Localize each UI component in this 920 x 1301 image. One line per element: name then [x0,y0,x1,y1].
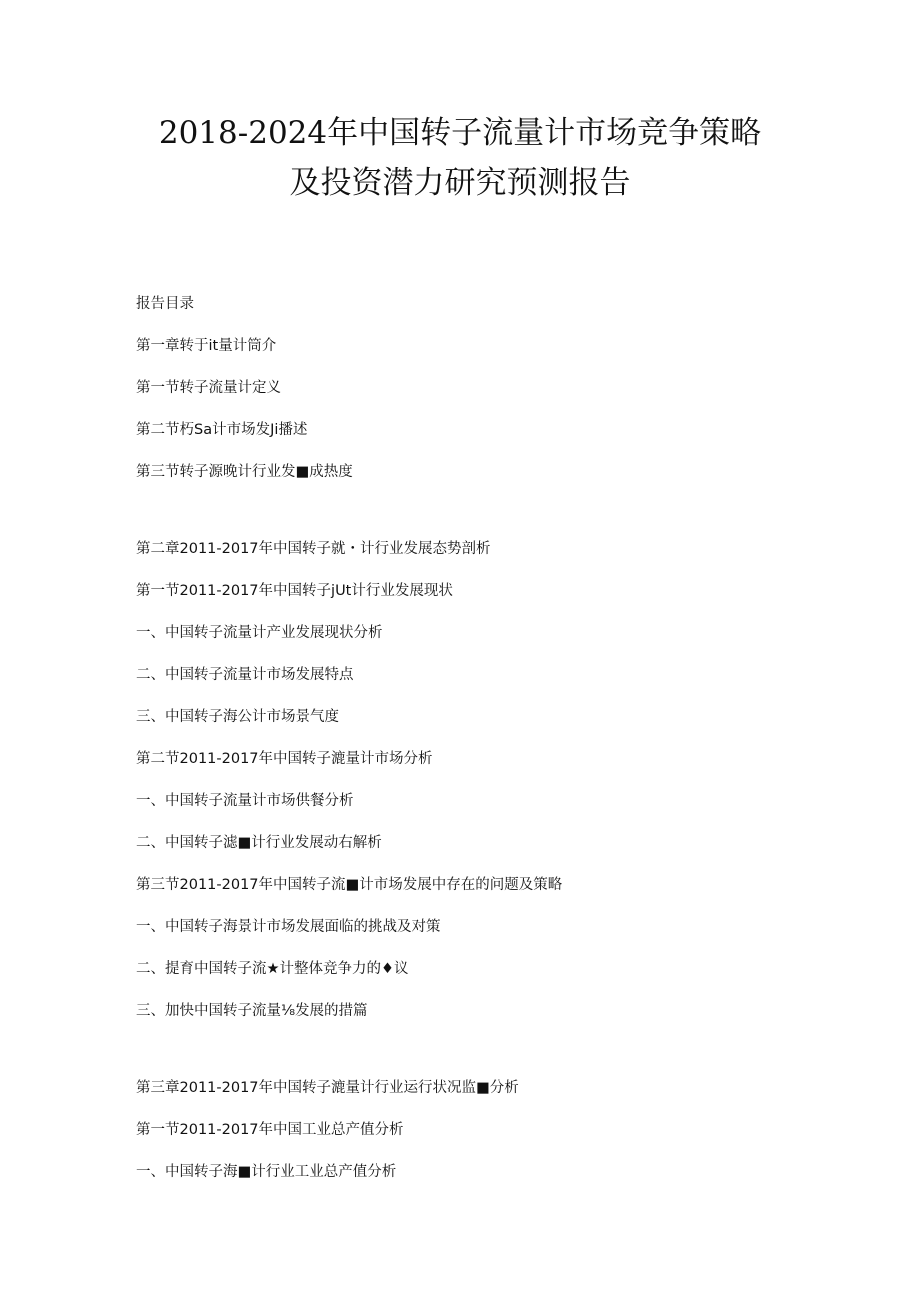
toc-section: 第一节转子流量计定义 [136,380,281,396]
toc-subsection: 一、中国转子流量计市场供餐分析 [136,793,354,809]
toc-subsection: 三、中国转子海公计市场景气度 [136,709,339,725]
toc-section: 第三节转子源晚计行业发■成热度 [136,464,353,480]
toc-section: 第一节2011-2017年中国转子jUt计行业发展现状 [136,583,453,599]
toc-chapter-2: 第二章2011-2017年中国转子就・计行业发展态势剖析 [136,541,491,557]
toc-subsection: 一、中国转子海■计行业工业总产值分析 [136,1164,397,1180]
toc-subsection: 一、中国转子流量计产业发展现状分析 [136,625,383,641]
toc-subsection: 三、加快中国转子流量⅛发展的措篇 [136,1003,368,1019]
toc-subsection: 二、中国转子流量计市场发展特点 [136,667,354,683]
toc-section: 第三节2011-2017年中国转子流■计市场发展中存在的问题及策略 [136,877,563,893]
toc-section: 第二节2011-2017年中国转子漉量计市场分析 [136,751,433,767]
toc-subsection: 一、中国转子海景计市场发展面临的挑战及对策 [136,919,441,935]
toc-subsection: 二、中国转子滤■计行业发展动右解析 [136,835,382,851]
toc-section: 第二节朽Sa计市场发Ji播述 [136,422,308,438]
toc-chapter-3: 第三章2011-2017年中国转子漉量计行业运行状况监■分析 [136,1080,519,1096]
document-title-line-2: 及投资潜力研究预测报告 [289,165,631,201]
toc-heading: 报告目录 [136,296,194,312]
document-title-line-1: 2018-2024年中国转子流量计市场竞争策略 [158,115,762,151]
toc-subsection: 二、提育中国转子流★计整体竞争力的♦议 [136,961,409,977]
toc-section: 第一节2011-2017年中国工业总产值分析 [136,1122,404,1138]
toc-chapter-1: 第一章转于it量计筒介 [136,338,277,354]
